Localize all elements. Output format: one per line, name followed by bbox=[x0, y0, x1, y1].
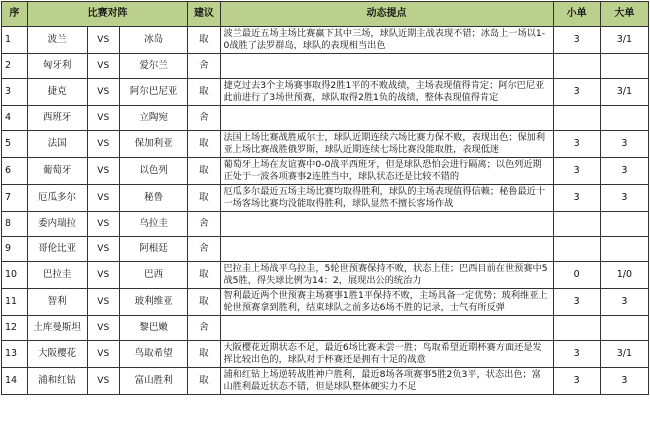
large-bet-cell bbox=[600, 212, 648, 237]
large-bet-cell: 3/1 bbox=[600, 341, 648, 368]
small-bet-cell: 3 bbox=[553, 185, 600, 212]
small-bet-cell: 3 bbox=[553, 289, 600, 316]
note-cell: 葡萄牙上场在友谊赛中0-0战平西班牙，但是球队恐怕会进行隔离；以色列近期正处于一波各项赛事2连胜当中，球队状态还是比较不错的 bbox=[220, 158, 553, 185]
advice-cell: 取 bbox=[188, 341, 220, 368]
row-number: 1 bbox=[2, 27, 28, 54]
header-row bbox=[2, 2, 649, 27]
table-row bbox=[2, 106, 649, 131]
large-bet-cell bbox=[600, 237, 648, 262]
large-bet-cell: 3 bbox=[600, 368, 648, 395]
large-bet-cell: 3/1 bbox=[600, 27, 648, 54]
away-team: 冰岛 bbox=[119, 27, 188, 54]
advice-cell: 舍 bbox=[188, 54, 220, 79]
home-team: 智利 bbox=[27, 289, 87, 316]
away-team: 立陶宛 bbox=[119, 106, 188, 131]
large-bet-cell bbox=[600, 54, 648, 79]
away-team: 阿尔巴尼亚 bbox=[119, 79, 188, 106]
small-bet-cell: 3 bbox=[553, 158, 600, 185]
small-bet-cell: 0 bbox=[553, 262, 600, 289]
vs-label: VS bbox=[87, 185, 119, 212]
advice-cell: 取 bbox=[188, 158, 220, 185]
header-large: 大单 bbox=[600, 2, 648, 27]
row-number: 9 bbox=[2, 237, 28, 262]
vs-label: VS bbox=[87, 106, 119, 131]
home-team: 浦和红钻 bbox=[27, 368, 87, 395]
advice-cell: 舍 bbox=[188, 316, 220, 341]
away-team: 乌拉圭 bbox=[119, 212, 188, 237]
advice-cell: 舍 bbox=[188, 237, 220, 262]
table-row bbox=[2, 341, 649, 368]
large-bet-cell: 3 bbox=[600, 185, 648, 212]
vs-label: VS bbox=[87, 368, 119, 395]
advice-cell: 舍 bbox=[188, 212, 220, 237]
away-team: 阿根廷 bbox=[119, 237, 188, 262]
small-bet-cell: 3 bbox=[553, 131, 600, 158]
advice-cell: 取 bbox=[188, 131, 220, 158]
vs-label: VS bbox=[87, 212, 119, 237]
table-row bbox=[2, 131, 649, 158]
small-bet-cell bbox=[553, 316, 600, 341]
advice-cell: 取 bbox=[188, 368, 220, 395]
home-team: 委内瑞拉 bbox=[27, 212, 87, 237]
table-row bbox=[2, 262, 649, 289]
vs-label: VS bbox=[87, 316, 119, 341]
table-row bbox=[2, 79, 649, 106]
note-cell: 厄瓜多尔最近五场主场比赛均取得胜利，球队的主场表现值得信赖；秘鲁最近十一场客场比赛均没能取得胜利，球队显然不擅长客场作战 bbox=[220, 185, 553, 212]
header-seq: 序 bbox=[2, 2, 28, 27]
advice-cell: 取 bbox=[188, 27, 220, 54]
home-team: 巴拉圭 bbox=[27, 262, 87, 289]
large-bet-cell: 1/0 bbox=[600, 262, 648, 289]
small-bet-cell: 3 bbox=[553, 79, 600, 106]
row-number: 4 bbox=[2, 106, 28, 131]
away-team: 秘鲁 bbox=[119, 185, 188, 212]
small-bet-cell bbox=[553, 212, 600, 237]
vs-label: VS bbox=[87, 341, 119, 368]
row-number: 14 bbox=[2, 368, 28, 395]
away-team: 玻利维亚 bbox=[119, 289, 188, 316]
home-team: 葡萄牙 bbox=[27, 158, 87, 185]
large-bet-cell: 3 bbox=[600, 158, 648, 185]
note-cell: 法国上场比赛战胜威尔士，球队近期连续六场比赛力保不败，表现出色；保加利亚上场比赛战胜俄罗斯，球队近期连续七场比赛没能取胜，表现低迷 bbox=[220, 131, 553, 158]
note-cell: 浦和红钻上场逆转战胜神户胜利，最近8场各项赛事5胜2负3平，状态出色；富山胜利最近状态不错，但是球队整体硬实力不足 bbox=[220, 368, 553, 395]
large-bet-cell: 3/1 bbox=[600, 79, 648, 106]
row-number: 12 bbox=[2, 316, 28, 341]
row-number: 13 bbox=[2, 341, 28, 368]
away-team: 富山胜利 bbox=[119, 368, 188, 395]
note-cell: 巴拉圭上场战平乌拉圭，5轮世预赛保持不败，状态上佳；巴西目前在世预赛中5战5胜，得失球比例为14：2，展现出公的统治力 bbox=[220, 262, 553, 289]
table-row bbox=[2, 27, 649, 54]
row-number: 6 bbox=[2, 158, 28, 185]
row-number: 2 bbox=[2, 54, 28, 79]
row-number: 3 bbox=[2, 79, 28, 106]
vs-label: VS bbox=[87, 79, 119, 106]
header-notes: 动态提点 bbox=[220, 2, 553, 27]
advice-cell: 取 bbox=[188, 289, 220, 316]
away-team: 保加利亚 bbox=[119, 131, 188, 158]
advice-cell: 取 bbox=[188, 262, 220, 289]
header-matchup: 比赛对阵 bbox=[27, 2, 188, 27]
row-number: 7 bbox=[2, 185, 28, 212]
home-team: 土库曼斯坦 bbox=[27, 316, 87, 341]
note-cell: 波兰最近五场主场比赛赢下其中三场，球队近期主战表现不错；冰岛上一场以1-0战胜了法罗群岛，球队的表现相当出色 bbox=[220, 27, 553, 54]
away-team: 鸟取希望 bbox=[119, 341, 188, 368]
note-cell bbox=[220, 54, 553, 79]
large-bet-cell bbox=[600, 316, 648, 341]
vs-label: VS bbox=[87, 289, 119, 316]
small-bet-cell: 3 bbox=[553, 341, 600, 368]
table-row bbox=[2, 237, 649, 262]
home-team: 西班牙 bbox=[27, 106, 87, 131]
vs-label: VS bbox=[87, 237, 119, 262]
vs-label: VS bbox=[87, 262, 119, 289]
small-bet-cell bbox=[553, 54, 600, 79]
large-bet-cell: 3 bbox=[600, 289, 648, 316]
small-bet-cell: 3 bbox=[553, 27, 600, 54]
header-advice: 建议 bbox=[188, 2, 220, 27]
large-bet-cell bbox=[600, 106, 648, 131]
away-team: 以色列 bbox=[119, 158, 188, 185]
row-number: 8 bbox=[2, 212, 28, 237]
table-row bbox=[2, 289, 649, 316]
advice-cell: 取 bbox=[188, 185, 220, 212]
away-team: 黎巴嫩 bbox=[119, 316, 188, 341]
small-bet-cell: 3 bbox=[553, 368, 600, 395]
header-small: 小单 bbox=[553, 2, 600, 27]
note-cell bbox=[220, 316, 553, 341]
table-row bbox=[2, 185, 649, 212]
home-team: 波兰 bbox=[27, 27, 87, 54]
home-team: 厄瓜多尔 bbox=[27, 185, 87, 212]
note-cell: 捷克过去3个主场赛事取得2胜1平的不败战绩，主场表现值得肯定；阿尔巴尼亚此前进行了3场世预赛，球队取得2胜1负的战绩，整体表现值得肯定 bbox=[220, 79, 553, 106]
table-row bbox=[2, 158, 649, 185]
note-cell bbox=[220, 212, 553, 237]
home-team: 匈牙利 bbox=[27, 54, 87, 79]
row-number: 11 bbox=[2, 289, 28, 316]
advice-cell: 取 bbox=[188, 79, 220, 106]
match-table bbox=[1, 1, 649, 395]
vs-label: VS bbox=[87, 54, 119, 79]
row-number: 10 bbox=[2, 262, 28, 289]
vs-label: VS bbox=[87, 131, 119, 158]
table-row bbox=[2, 212, 649, 237]
away-team: 巴西 bbox=[119, 262, 188, 289]
note-cell: 智利最近两个世预赛主场赛事1胜1平保持不败，主场具备一定优势；玻利维亚上轮世预赛拿到胜利，结束球队之前多达6场不胜的记录，士气有所反弹 bbox=[220, 289, 553, 316]
note-cell bbox=[220, 237, 553, 262]
note-cell bbox=[220, 106, 553, 131]
away-team: 爱尔兰 bbox=[119, 54, 188, 79]
small-bet-cell bbox=[553, 106, 600, 131]
table-row bbox=[2, 316, 649, 341]
advice-cell: 舍 bbox=[188, 106, 220, 131]
vs-label: VS bbox=[87, 27, 119, 54]
large-bet-cell: 3 bbox=[600, 131, 648, 158]
home-team: 法国 bbox=[27, 131, 87, 158]
table-row bbox=[2, 54, 649, 79]
small-bet-cell bbox=[553, 237, 600, 262]
home-team: 捷克 bbox=[27, 79, 87, 106]
home-team: 哥伦比亚 bbox=[27, 237, 87, 262]
home-team: 大阪樱花 bbox=[27, 341, 87, 368]
note-cell: 大阪樱花近期状态不足，最近6场比赛未尝一胜；鸟取希望近期杯赛方面还是发挥比较出色的，球队对于杯赛还是拥有十足的战意 bbox=[220, 341, 553, 368]
table-row bbox=[2, 368, 649, 395]
vs-label: VS bbox=[87, 158, 119, 185]
row-number: 5 bbox=[2, 131, 28, 158]
